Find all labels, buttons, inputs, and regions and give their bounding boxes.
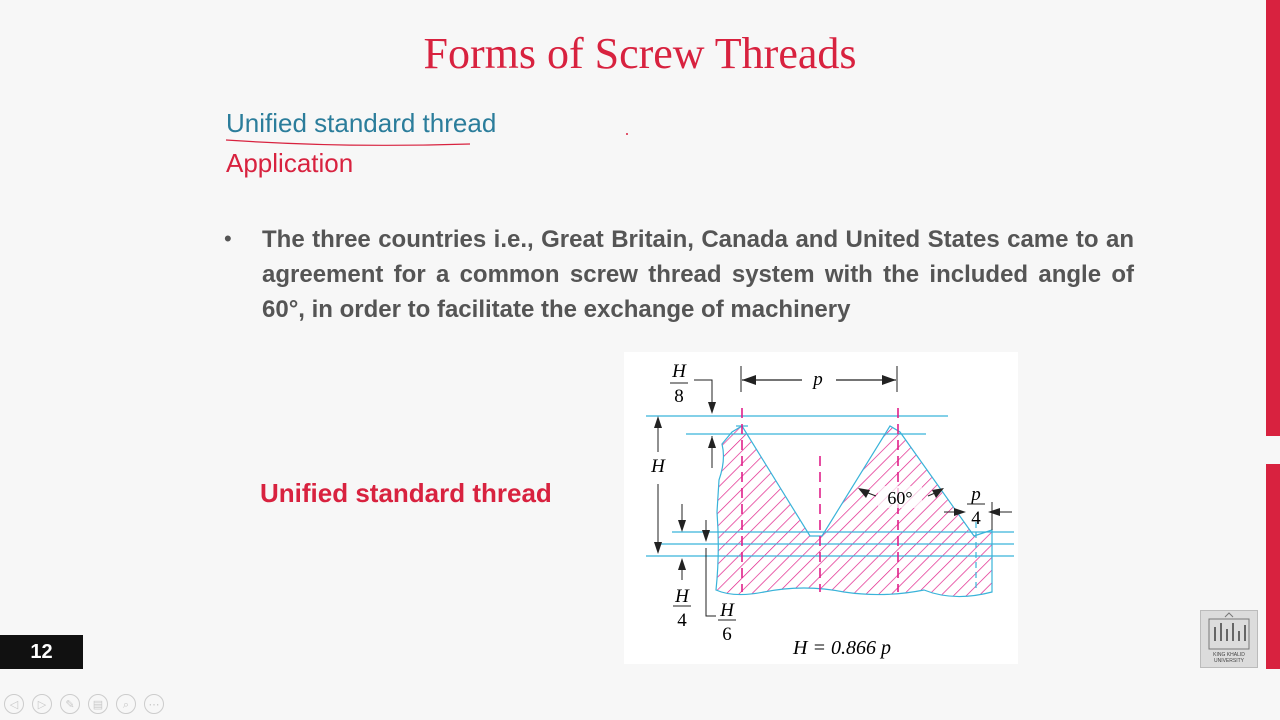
thread-profile [716, 426, 992, 597]
university-logo [1200, 610, 1258, 668]
prev-slide-button[interactable]: ◁ [4, 694, 24, 714]
pen-tool-button[interactable]: ✎ [60, 694, 80, 714]
h6-denominator: 6 [722, 624, 732, 645]
ink-dot [626, 133, 628, 135]
angle-label: 60° [887, 488, 913, 508]
more-options-button[interactable]: ⋯ [144, 694, 164, 714]
logo-text: KING KHALID UNIVERSITY [1213, 652, 1245, 664]
figure-side-label: Unified standard thread [260, 478, 552, 508]
ink-underline [224, 136, 474, 148]
edge-accent-top [1266, 0, 1280, 436]
presentation-toolbar [4, 694, 164, 714]
h-label: H [651, 456, 665, 477]
next-slide-button[interactable]: ▷ [32, 694, 52, 714]
see-all-slides-button[interactable]: ▤ [88, 694, 108, 714]
h8-numerator: H [672, 361, 686, 382]
h4-numerator: H [675, 586, 689, 607]
slide-number: 12 [0, 635, 83, 669]
section-subheading: Application [226, 148, 354, 178]
edge-accent-bottom [1266, 464, 1280, 669]
bullet-text: The three countries i.e., Great Britain, Canada and United States came to an agreement for a common screw thread system with the included angle of 60°, in order to facilitate the exchange of machinery [262, 226, 1134, 323]
h6-numerator: H [720, 600, 734, 621]
zoom-button[interactable]: ⌕ [116, 694, 136, 714]
thread-figure [624, 352, 1018, 664]
pitch-label: p [813, 369, 823, 390]
section-heading: Unified standard thread [226, 108, 497, 138]
p4-numerator: p [971, 484, 981, 505]
h4-denominator: 4 [677, 610, 687, 631]
formula: H = 0.866 p [793, 637, 891, 659]
slide-title: Forms of Screw Threads [423, 29, 857, 78]
p4-denominator: 4 [971, 508, 981, 529]
h8-denominator: 8 [674, 386, 684, 407]
bullet-marker: • [224, 226, 232, 251]
